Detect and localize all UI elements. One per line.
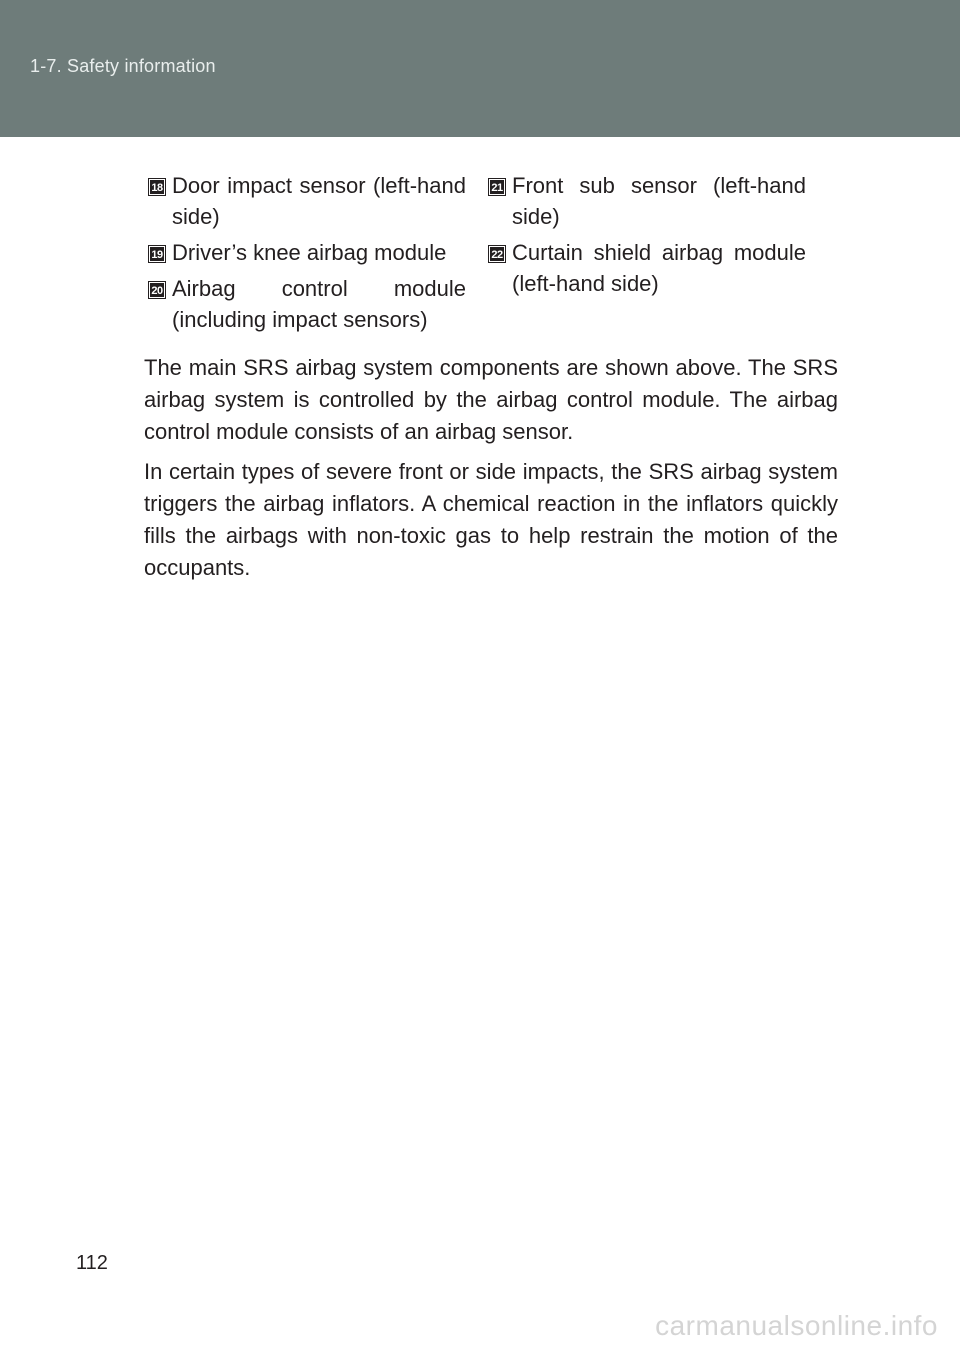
number-badge-icon: 18	[148, 178, 166, 196]
component-item-19	[148, 237, 466, 268]
component-label: Front sub sensor (left-hand side)	[512, 173, 806, 229]
number-badge-icon: 19	[148, 245, 166, 263]
section-title: 1-7. Safety information	[30, 56, 216, 76]
page-number: 112	[76, 1252, 108, 1274]
body-paragraph: In certain types of severe front or side impacts, the SRS airbag system triggers the airbag inflators. A chemical reaction in the inflators quickly fills the airbags with non-toxic gas to help restrain the motion of the occupants.	[144, 459, 838, 580]
number-badge-icon: 20	[148, 281, 166, 299]
component-item-20	[148, 273, 466, 335]
component-list-right	[488, 170, 806, 304]
component-list-left	[148, 170, 466, 340]
component-label: Door impact sensor (left-hand side)	[172, 173, 466, 229]
component-item-22	[488, 237, 806, 299]
component-item-21	[488, 170, 806, 232]
body-paragraph: The main SRS airbag system components are shown above. The SRS airbag system is controlled by the airbag control module. The airbag control module consists of an airbag sensor.	[144, 355, 838, 444]
component-item-18	[148, 170, 466, 232]
number-badge-icon: 21	[488, 178, 506, 196]
component-label: Driver’s knee airbag module	[172, 240, 447, 265]
watermark-link[interactable]: carmanualsonline.info	[655, 1310, 938, 1341]
component-label: Airbag control module (including impact sensors)	[172, 276, 466, 332]
component-label: Curtain shield airbag module (left-hand side)	[512, 240, 806, 296]
header-band	[0, 0, 960, 137]
number-badge-icon: 22	[488, 245, 506, 263]
